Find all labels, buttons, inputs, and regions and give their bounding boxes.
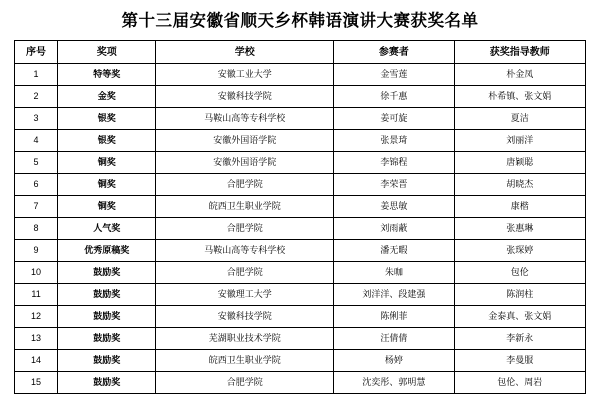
table-row [15, 372, 586, 394]
cell-award: 鼓励奖 [58, 284, 156, 306]
cell-school: 安徽工业大学 [156, 64, 334, 86]
table-header-row [15, 41, 586, 64]
cell-award: 优秀原稿奖 [58, 240, 156, 262]
table-row [15, 196, 586, 218]
cell-entrant: 李锦程 [334, 152, 454, 174]
cell-school: 合肥学院 [156, 372, 334, 394]
cell-entrant: 金雪莲 [334, 64, 454, 86]
cell-index: 1 [15, 64, 58, 86]
cell-award: 鼓励奖 [58, 328, 156, 350]
cell-teacher: 李新永 [454, 328, 585, 350]
table-row [15, 130, 586, 152]
cell-teacher: 刘丽洋 [454, 130, 585, 152]
cell-index: 12 [15, 306, 58, 328]
cell-index: 15 [15, 372, 58, 394]
cell-entrant: 刘雨蔽 [334, 218, 454, 240]
cell-entrant: 汪倩倩 [334, 328, 454, 350]
cell-award: 铜奖 [58, 152, 156, 174]
cell-teacher: 包伦 [454, 262, 585, 284]
cell-teacher: 朴金凤 [454, 64, 585, 86]
cell-entrant: 李荣晋 [334, 174, 454, 196]
cell-school: 安徽外国语学院 [156, 130, 334, 152]
cell-entrant: 陈俐菲 [334, 306, 454, 328]
column-header-school: 学校 [156, 41, 334, 64]
table-header [15, 41, 586, 64]
table-row [15, 262, 586, 284]
cell-school: 马鞍山高等专科学校 [156, 108, 334, 130]
cell-entrant: 杨婷 [334, 350, 454, 372]
cell-index: 4 [15, 130, 58, 152]
cell-school: 安徽外国语学院 [156, 152, 334, 174]
cell-award: 鼓励奖 [58, 350, 156, 372]
table-row [15, 328, 586, 350]
cell-entrant: 沈奕彤、郭明慧 [334, 372, 454, 394]
cell-award: 铜奖 [58, 174, 156, 196]
cell-entrant: 潘无暇 [334, 240, 454, 262]
cell-school: 芜湖职业技术学院 [156, 328, 334, 350]
table-row [15, 306, 586, 328]
cell-school: 合肥学院 [156, 262, 334, 284]
cell-award: 鼓励奖 [58, 372, 156, 394]
cell-award: 银奖 [58, 108, 156, 130]
cell-index: 8 [15, 218, 58, 240]
cell-entrant: 张景琦 [334, 130, 454, 152]
cell-award: 鼓励奖 [58, 306, 156, 328]
award-list-table [14, 40, 586, 394]
cell-school: 皖西卫生职业学院 [156, 350, 334, 372]
cell-index: 2 [15, 86, 58, 108]
cell-entrant: 朱咖 [334, 262, 454, 284]
table-row [15, 218, 586, 240]
cell-entrant: 刘洋洋、段建强 [334, 284, 454, 306]
cell-index: 6 [15, 174, 58, 196]
cell-teacher: 胡晓杰 [454, 174, 585, 196]
cell-school: 安徽科技学院 [156, 306, 334, 328]
page-title: 第十三届安徽省顺天乡杯韩语演讲大赛获奖名单 [121, 12, 479, 30]
cell-index: 11 [15, 284, 58, 306]
table-row [15, 240, 586, 262]
cell-teacher: 张惠琳 [454, 218, 585, 240]
cell-index: 3 [15, 108, 58, 130]
column-header-index: 序号 [15, 41, 58, 64]
cell-teacher: 张琛婷 [454, 240, 585, 262]
cell-index: 7 [15, 196, 58, 218]
cell-school: 安徽科技学院 [156, 86, 334, 108]
table-row [15, 64, 586, 86]
cell-teacher: 康楷 [454, 196, 585, 218]
cell-index: 5 [15, 152, 58, 174]
cell-award: 银奖 [58, 130, 156, 152]
cell-entrant: 姜思敏 [334, 196, 454, 218]
cell-school: 合肥学院 [156, 218, 334, 240]
cell-award: 鼓励奖 [58, 262, 156, 284]
table-body [15, 64, 586, 394]
cell-index: 14 [15, 350, 58, 372]
cell-award: 铜奖 [58, 196, 156, 218]
cell-school: 皖西卫生职业学院 [156, 196, 334, 218]
cell-index: 10 [15, 262, 58, 284]
cell-teacher: 朴希镇、张文娟 [454, 86, 585, 108]
cell-school: 马鞍山高等专科学校 [156, 240, 334, 262]
table-row [15, 108, 586, 130]
cell-teacher: 包伦、周岩 [454, 372, 585, 394]
cell-teacher: 陈润柱 [454, 284, 585, 306]
table-row [15, 152, 586, 174]
table-row [15, 174, 586, 196]
table-row [15, 86, 586, 108]
cell-teacher: 金泰真、张文娟 [454, 306, 585, 328]
cell-award: 金奖 [58, 86, 156, 108]
cell-teacher: 唐颖聪 [454, 152, 585, 174]
cell-index: 13 [15, 328, 58, 350]
cell-school: 安徽理工大学 [156, 284, 334, 306]
cell-award: 特等奖 [58, 64, 156, 86]
table-row [15, 284, 586, 306]
cell-school: 合肥学院 [156, 174, 334, 196]
cell-award: 人气奖 [58, 218, 156, 240]
cell-index: 9 [15, 240, 58, 262]
column-header-award: 奖项 [58, 41, 156, 64]
table-row [15, 350, 586, 372]
cell-entrant: 徐千惠 [334, 86, 454, 108]
cell-entrant: 姜可旋 [334, 108, 454, 130]
cell-teacher: 夏洁 [454, 108, 585, 130]
column-header-teacher: 获奖指导教师 [454, 41, 585, 64]
column-header-entrant: 参赛者 [334, 41, 454, 64]
cell-teacher: 李曼服 [454, 350, 585, 372]
